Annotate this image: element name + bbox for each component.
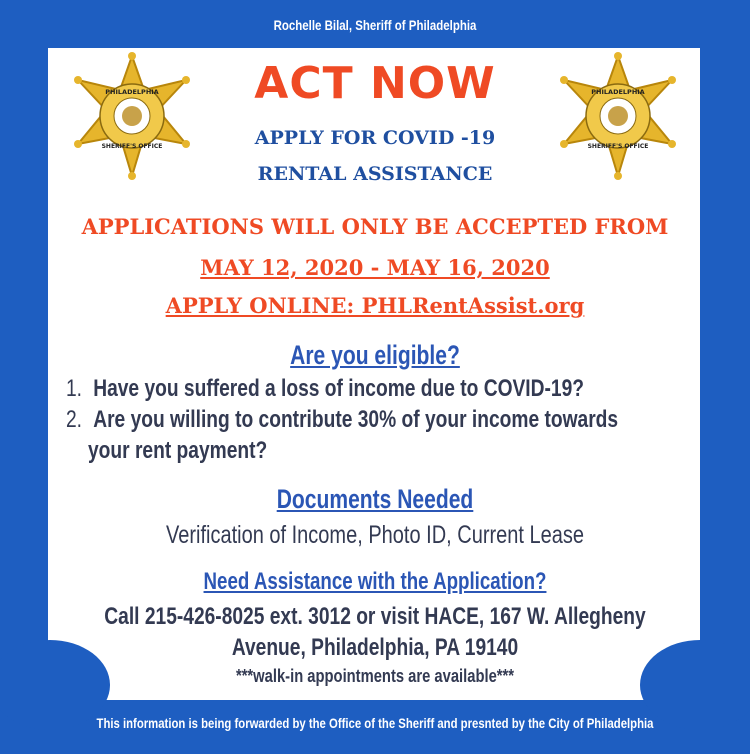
- application-notice: APPLICATIONS WILL ONLY BE ACCEPTED FROM: [81, 214, 669, 239]
- question-text: Have you suffered a loss of income due to COVID-19?: [93, 375, 584, 402]
- header-text: Rochelle Bilal, Sheriff of Philadelphia: [273, 17, 477, 33]
- footer-text: This information is being forwarded by the Office of the Sheriff and presnted by the City of Philadelphia: [96, 716, 654, 731]
- documents-heading: Documents Needed: [276, 484, 474, 514]
- badge-bottom-text: SHERIFF'S OFFICE: [101, 143, 163, 150]
- badge-ring-text: PHILADELPHIA: [105, 88, 159, 96]
- badge-bottom-text: SHERIFF'S OFFICE: [587, 143, 649, 150]
- eligibility-heading: Are you eligible?: [290, 340, 460, 370]
- assistance-line-2: Avenue, Philadelphia, PA 19140: [231, 634, 519, 661]
- subtitle-line-1: APPLY FOR COVID -19: [254, 127, 496, 149]
- application-dates: MAY 12, 2020 - MAY 16, 2020: [200, 255, 550, 280]
- subtitle-line-2: RENTAL ASSISTANCE: [257, 163, 493, 185]
- badge-ring-text: PHILADELPHIA: [591, 88, 645, 96]
- assistance-heading: Need Assistance with the Application?: [203, 568, 547, 595]
- question-number: 1.: [66, 375, 83, 402]
- eligibility-question-2-continued: your rent payment?: [88, 437, 268, 464]
- eligibility-question-1: [66, 375, 584, 403]
- documents-list: Verification of Income, Photo ID, Current Lease: [166, 521, 584, 549]
- walk-in-note: ***walk-in appointments are available***: [235, 666, 515, 686]
- headline: ACT NOW: [254, 58, 496, 109]
- apply-online-link[interactable]: APPLY ONLINE: PHLRentAssist.org: [165, 293, 585, 318]
- question-number: 2.: [66, 406, 83, 433]
- question-text: Are you willing to contribute 30% of your income towards: [93, 406, 619, 433]
- eligibility-question-2: [66, 406, 618, 434]
- assistance-line-1: Call 215-426-8025 ext. 3012 or visit HACE, 167 W. Allegheny: [104, 603, 646, 630]
